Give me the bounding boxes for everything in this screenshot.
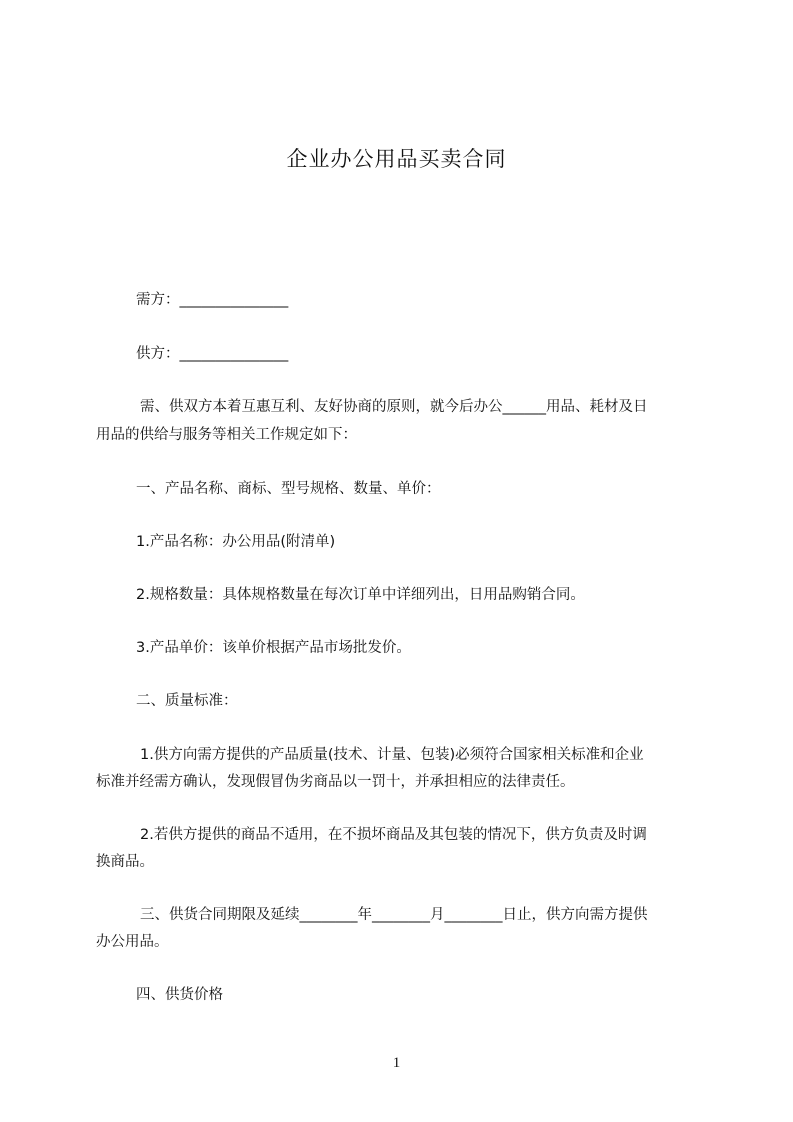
section-1-item-3: 3.产品单价：该单价根据产品市场批发价。 [136, 640, 411, 656]
section-3-line-1: 三、供货合同期限及延续________年________月________日止，供方向需方提供 [140, 907, 648, 923]
intro-paragraph-line-1: 需、供双方本着互惠互利、友好协商的原则，就今后办公______用品、耗材及日 [140, 399, 648, 415]
section-2-item-2-line-1: 2.若供方提供的商品不适用，在不损坏商品及其包装的情况下，供方负责及时调 [140, 827, 647, 843]
section-1-item-1: 1.产品名称：办公用品(附清单) [136, 534, 336, 550]
section-2-item-1-line-2: 标准并经需方确认，发现假冒伪劣商品以一罚十，并承担相应的法律责任。 [96, 774, 575, 790]
page-number: 1 [392, 1055, 401, 1071]
section-1-heading: 一、产品名称、商标、型号规格、数量、单价： [136, 481, 441, 497]
section-2-item-2-line-2: 换商品。 [96, 854, 154, 870]
supplier-line: 供方：_______________ [136, 346, 289, 362]
buyer-line: 需方：_______________ [136, 292, 289, 308]
intro-paragraph-line-2: 用品的供给与服务等相关工作规定如下： [96, 427, 357, 443]
section-2-item-1-line-1: 1.供方向需方提供的产品质量(技术、计量、包装)必须符合国家相关标准和企业 [140, 747, 644, 763]
section-3-line-2: 办公用品。 [96, 934, 169, 950]
section-4-heading: 四、供货价格 [136, 987, 223, 1003]
document-title: 企业办公用品买卖合同 [286, 147, 507, 171]
section-1-item-2: 2.规格数量：具体规格数量在每次订单中详细列出，日用品购销合同。 [136, 587, 585, 603]
section-2-heading: 二、质量标准： [136, 693, 238, 709]
